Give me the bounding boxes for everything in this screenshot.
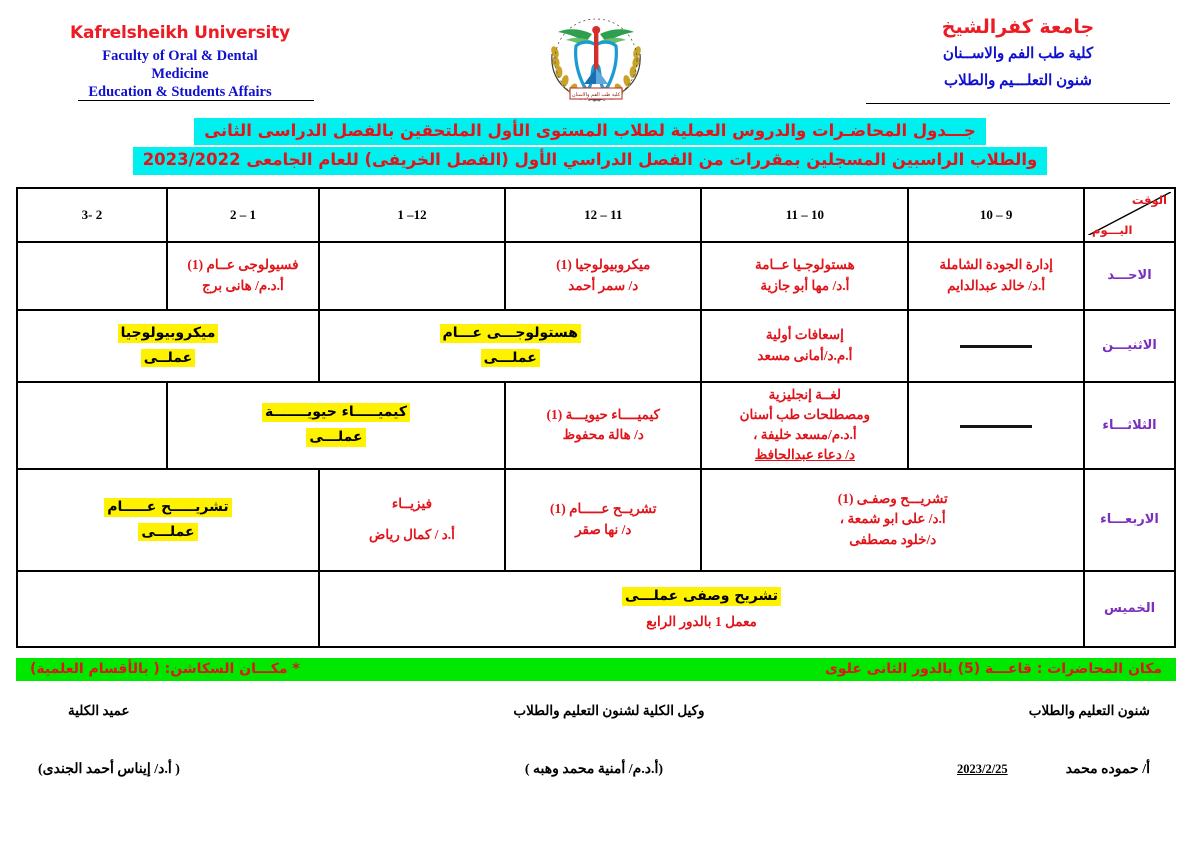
course-location: معمل 1 بالدور الرابع xyxy=(646,613,757,629)
course-staff: أ.د/ خالد عبدالدايم xyxy=(947,277,1046,293)
session-cell xyxy=(319,469,505,571)
course-title: كيميــــاء حيويـــة (1) xyxy=(546,406,660,422)
course-staff: د/ سمر أحمد xyxy=(568,277,639,293)
session-cell-dash xyxy=(908,382,1084,469)
session-cell xyxy=(701,242,908,310)
corner-day-time-cell xyxy=(1084,188,1175,242)
course-staff: د/ نها صقر xyxy=(575,521,632,537)
faculty-name-en-line2: Medicine xyxy=(151,65,209,82)
faculty-name-en-line3: Education & Students Affairs xyxy=(88,83,272,100)
signature-title-dean: عميد الكلية xyxy=(68,702,130,718)
table-header-row xyxy=(17,188,1175,242)
course-type: عملــى xyxy=(141,349,195,368)
course-staff: د/ هالة محفوظ xyxy=(562,427,644,443)
course-staff-2: د/خلود مصطفى xyxy=(849,531,937,547)
course-staff: أ.د / كمال رياض xyxy=(369,526,455,542)
document-header xyxy=(0,0,1192,110)
time-column-header-1: 10 – 9 xyxy=(908,188,1084,242)
session-cell xyxy=(505,242,701,310)
table-row-sunday xyxy=(17,242,1175,310)
session-cell xyxy=(505,382,701,469)
corner-day-label: اليـــوم xyxy=(1092,222,1133,237)
university-name-ar: جامعة كفرالشيخ xyxy=(941,16,1095,38)
course-title: إسعافات أولية xyxy=(765,327,844,343)
signature-title-education-affairs: شنون التعليم والطلاب xyxy=(1028,702,1150,718)
lectures-venue-note: مكان المحاضرات : قاعـــة (5) بالدور الثانى علوى xyxy=(825,660,1162,677)
time-column-header-4: 1 –12 xyxy=(319,188,505,242)
course-title-line2: ومصطلحات طب أسنان xyxy=(739,406,871,422)
header-right-divider xyxy=(866,103,1170,104)
header-left-divider xyxy=(78,100,314,101)
table-row-thursday xyxy=(17,571,1175,647)
header-left-english xyxy=(30,24,330,101)
session-cell xyxy=(505,469,701,571)
session-cell-practical xyxy=(319,571,1084,647)
signature-title-vice-dean: وكيل الكلية لشنون التعليم والطلاب xyxy=(513,702,705,718)
day-label-wednesday: الاربعـــاء xyxy=(1084,469,1175,571)
session-cell-practical xyxy=(319,310,702,382)
day-label-tuesday: الثلاثـــاء xyxy=(1084,382,1175,469)
course-title: هستولوجـيا عــامة xyxy=(755,257,855,273)
schedule-table-wrapper xyxy=(16,187,1176,648)
title-line-1: جـــدول المحاضـرات والدروس العملية لطلاب المستوى الأول الملتحقين بالفصل الدراسى الثانى xyxy=(194,118,986,145)
empty-slot-dash-icon xyxy=(960,345,1032,348)
signature-name-vice-dean: (أ.د.م/ أمنية محمد وهبه ) xyxy=(524,761,664,777)
course-title: تشريـــــح عـــــام xyxy=(104,498,231,517)
course-title: ميكروبيولوجيا xyxy=(118,324,219,343)
day-label-sunday: الاحـــد xyxy=(1084,242,1175,310)
session-cell-empty xyxy=(319,242,505,310)
course-staff-2: د/ دعاء عبدالحافظ xyxy=(754,447,855,463)
signature-name-dean: ( أ.د/ إيناس أحمد الجندى) xyxy=(38,761,180,777)
session-cell-empty xyxy=(17,382,167,469)
course-title: إدارة الجودة الشاملة xyxy=(939,257,1053,273)
day-label-monday: الاثنيـــن xyxy=(1084,310,1175,382)
venue-notes-banner xyxy=(16,658,1176,681)
session-cell xyxy=(701,469,1084,571)
university-name-en: Kafrelsheikh University xyxy=(70,23,290,43)
schedule-title-banner xyxy=(12,118,1168,175)
session-cell-practical xyxy=(167,382,505,469)
course-title: كيميـــــاء حيويـــــــة xyxy=(262,403,410,422)
course-type: عملـــى xyxy=(481,349,540,368)
session-cell xyxy=(908,242,1084,310)
session-cell-practical xyxy=(17,310,319,382)
table-row-monday xyxy=(17,310,1175,382)
time-column-header-5: 2 – 1 xyxy=(167,188,319,242)
session-cell xyxy=(701,310,908,382)
course-type: عملـــى xyxy=(306,428,365,447)
schedule-table xyxy=(16,187,1176,648)
table-row-wednesday xyxy=(17,469,1175,571)
course-staff: أ.د/ مها أبو جازية xyxy=(760,277,850,293)
course-type: عملـــى xyxy=(138,523,197,542)
department-name-ar: شنون التعلـــيم والطلاب xyxy=(944,72,1092,89)
faculty-emblem-logo xyxy=(540,12,652,104)
course-title: ميكروبيولوجيا (1) xyxy=(556,257,651,273)
course-staff: أ.د.م/ هانى برج xyxy=(202,277,284,293)
session-cell-dash xyxy=(908,310,1084,382)
empty-slot-dash-icon xyxy=(960,425,1032,428)
session-cell xyxy=(167,242,319,310)
faculty-name-ar: كلية طب الفم والاســنان xyxy=(942,45,1094,62)
signatures-footer xyxy=(26,703,1168,793)
time-column-header-2: 11 – 10 xyxy=(701,188,908,242)
course-title: لغــة إنجليزية xyxy=(768,386,842,402)
time-column-header-6: 3- 2 xyxy=(17,188,167,242)
corner-time-label: الوقت xyxy=(1131,192,1167,207)
signature-name-education-affairs: أ/ حموده محمد xyxy=(1065,761,1150,777)
header-right-arabic xyxy=(868,16,1168,93)
course-staff: أ.د.م/مسعد خليفة ، xyxy=(753,427,857,443)
day-label-thursday: الخميس xyxy=(1084,571,1175,647)
session-cell-practical xyxy=(17,469,319,571)
course-title: تشريــح عـــــام (1) xyxy=(550,501,657,517)
course-title: تشريـــح وصفـى (1) xyxy=(837,491,948,507)
time-column-header-3: 12 – 11 xyxy=(505,188,701,242)
session-cell xyxy=(701,382,908,469)
course-title: هستولوجـــى عـــام xyxy=(440,324,581,343)
course-title: تشريح وصفى عملـــى xyxy=(622,587,781,606)
session-cell-empty xyxy=(17,571,319,647)
table-row-tuesday xyxy=(17,382,1175,469)
svg-text:كلية طب الفم والاسنان: كلية طب الفم والاسنان xyxy=(571,92,621,98)
faculty-name-en-line1: Faculty of Oral & Dental xyxy=(102,47,258,64)
title-line-2: والطلاب الراسبين المسجلين بمقررات من الفصل الدراسي الأول (الفصل الخريفى) للعام الجامعى 2023/2022 xyxy=(133,147,1048,174)
course-title: فسيولوجى عــام (1) xyxy=(187,257,299,273)
course-title: فيزيــاء xyxy=(391,496,433,512)
session-cell-empty xyxy=(17,242,167,310)
document-date: 2023/2/25 xyxy=(956,761,1008,776)
course-staff: أ.د/ على ابو شمعة ، xyxy=(839,511,946,527)
sections-venue-note: * مكـــان السكاشن: ( بالأقسام العلمية) xyxy=(30,660,300,677)
course-staff: أ.م.د/أمانى مسعد xyxy=(757,347,853,363)
